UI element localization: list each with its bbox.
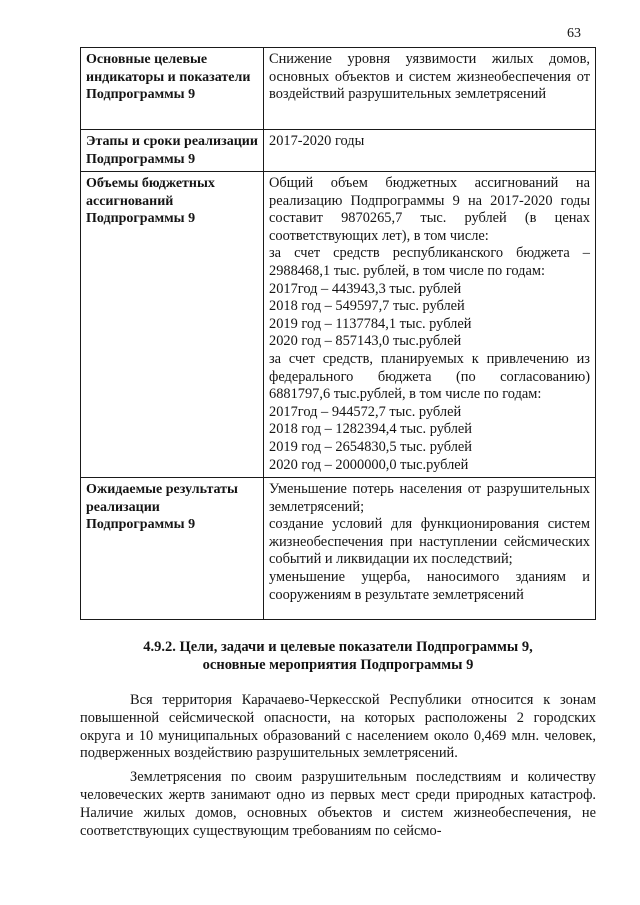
- value-line: 2018 год – 549597,7 тыс. рублей: [269, 298, 465, 315]
- value-line: 2017год – 443943,3 тыс. рублей: [269, 280, 462, 297]
- value-line: создание условий для функционирования систем жизнеобеспечения при наступлении сейсмических событий и ликвидации их последствий;: [269, 516, 590, 568]
- value-line: Уменьшение потерь населения от разрушительных землетрясений;: [269, 481, 590, 515]
- subprogram-passport-table: [80, 47, 596, 620]
- section-heading-line: основные мероприятия Подпрограммы 9: [202, 657, 474, 673]
- row-label-budget: Объемы бюджетных ассигнований Подпрограммы 9: [81, 172, 264, 478]
- value-line: 2019 год – 1137784,1 тыс. рублей: [269, 315, 472, 332]
- value-line: 2017-2020 годы: [269, 133, 365, 149]
- value-line: 2017год – 944572,7 тыс. рублей: [269, 403, 462, 420]
- value-line: Снижение уровня уязвимости жилых домов, основных объектов и систем жизнеобеспечения от воздействий разрушительных землетрясений: [269, 51, 590, 103]
- value-line: уменьшение ущерба, наносимого зданиям и сооружениям в результате землетрясений: [269, 569, 590, 603]
- value-line: за счет средств республиканского бюджета – 2988468,1 тыс. рублей, в том числе по годам:: [269, 245, 590, 279]
- page-number: 63: [567, 26, 581, 41]
- body-paragraph: Землетрясения по своим разрушительным последствиям и количеству человеческих жертв занимают одно из первых мест среди природных катастроф. Наличие жилых домов, основных объектов и систем жизнеобеспечения, не соответствующих существующим требованиям по сейсмо-: [80, 769, 596, 839]
- row-label-stages: Этапы и сроки реализации Подпрограммы 9: [81, 130, 264, 172]
- table-row: [81, 130, 596, 172]
- value-line: 2020 год – 2000000,0 тыс.рублей: [269, 456, 469, 473]
- body-text: [80, 692, 596, 840]
- row-value-stages: [264, 130, 596, 172]
- section-heading-line: 4.9.2. Цели, задачи и целевые показатели Подпрограммы 9,: [143, 639, 533, 655]
- row-value-indicators: [264, 48, 596, 130]
- value-line: 2019 год – 2654830,5 тыс. рублей: [269, 438, 472, 455]
- value-line: 2018 год – 1282394,4 тыс. рублей: [269, 421, 472, 438]
- table-row: [81, 48, 596, 130]
- value-line: за счет средств, планируемых к привлечению из федерального бюджета (по согласованию) 6881797,6 тыс.рублей, в том числе по годам:: [269, 350, 590, 403]
- row-label-results: Ожидаемые результаты реализации Подпрограммы 9: [81, 478, 264, 620]
- row-label-indicators: Основные целевые индикаторы и показатели Подпрограммы 9: [81, 48, 264, 130]
- body-paragraph: Вся территория Карачаево-Черкесской Республики относится к зонам повышенной сейсмической опасности, на которых расположены 2 городских округа и 10 муниципальных образований с населением около 0,469 млн. человек, подверженных воздействию разрушительных землетрясений.: [80, 692, 596, 762]
- section-heading: [80, 638, 596, 674]
- table-row: [81, 478, 596, 620]
- value-line: Общий объем бюджетных ассигнований на реализацию Подпрограммы 9 на 2017-2020 годы составит 9870265,7 тыс. рублей (в ценах соответствующих лет), в том числе:: [269, 175, 590, 244]
- row-value-results: [264, 478, 596, 620]
- table-row: [81, 172, 596, 478]
- value-line: 2020 год – 857143,0 тыс.рублей: [269, 333, 462, 350]
- row-value-budget: [264, 172, 596, 478]
